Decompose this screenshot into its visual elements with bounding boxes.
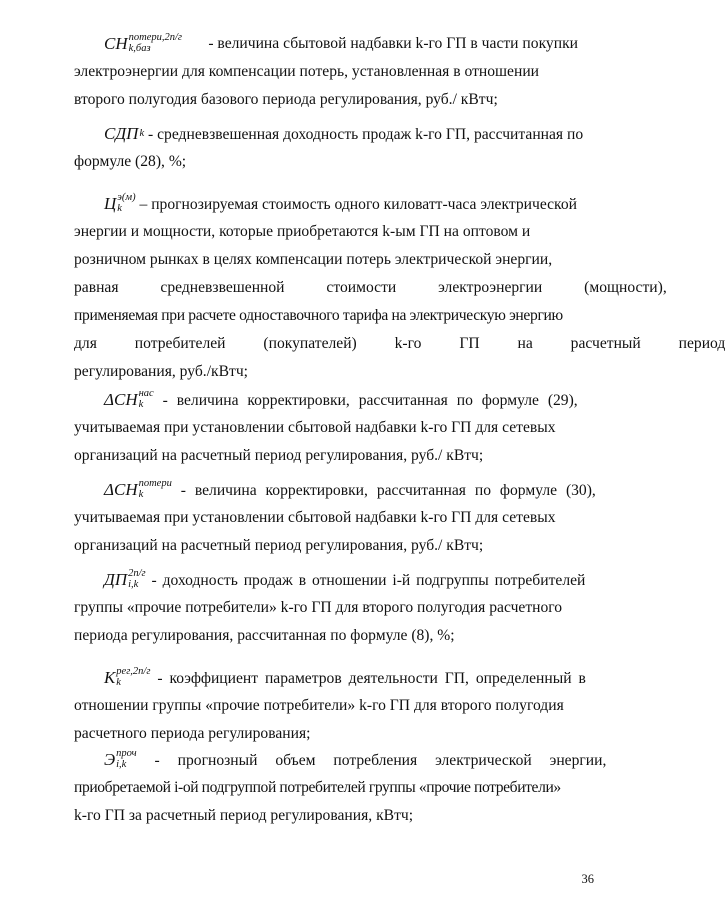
- text-line: для потребителей (покупателей) k-го ГП на расчетный период: [74, 335, 725, 352]
- formula-symbol: СДП k: [104, 124, 145, 143]
- text-line: регулирования, руб./кВтч;: [74, 363, 248, 380]
- text-line: применяемая при расчете одноставочного тарифа на электрическую энергию: [74, 307, 563, 324]
- formula-symbol: ДП 2п/г i,k: [104, 568, 146, 591]
- definition-paragraph: [74, 386, 578, 470]
- text-line: - доходность продаж в отношении i-й подгруппы потребителей: [151, 572, 586, 589]
- definition-paragraph: [74, 566, 586, 650]
- text-line: - коэффициент параметров деятельности ГП, определенный в: [157, 670, 586, 687]
- definition-paragraph: [74, 30, 578, 114]
- text-line: учитываемая при установлении сбытовой надбавки k-го ГП для сетевых: [74, 419, 556, 436]
- definition-paragraph: [74, 664, 586, 748]
- text-line: k-го ГП за расчетный период регулирования, кВтч;: [74, 807, 414, 824]
- text-line: - величина сбытовой надбавки k-го ГП в части покупки: [208, 35, 578, 52]
- formula-symbol: Ц э(м) k: [104, 192, 136, 215]
- definition-paragraph: [74, 190, 725, 386]
- formula-symbol: Э проч i,k: [104, 748, 137, 771]
- text-line: электроэнергии для компенсации потерь, установленная в отношении: [74, 63, 540, 80]
- text-line: формуле (28), %;: [74, 153, 187, 170]
- text-line: периода регулирования, рассчитанная по формуле (8), %;: [74, 627, 455, 644]
- text-line: равная средневзвешенной стоимости электроэнергии (мощности),: [74, 279, 667, 296]
- text-line: учитываемая при установлении сбытовой надбавки k-го ГП для сетевых: [74, 509, 556, 526]
- text-line: розничном рынках в целях компенсации потерь электрической энергии,: [74, 251, 553, 268]
- text-line: энергии и мощности, которые приобретаются k-ым ГП на оптовом и: [74, 223, 531, 240]
- formula-symbol: СН потери,2п/г k,баз: [104, 32, 183, 55]
- text-line: - средневзвешенная доходность продаж k-го ГП, рассчитанная по: [148, 126, 584, 143]
- formula-symbol: ΔСН потери k: [104, 478, 172, 501]
- text-line: - величина корректировки, рассчитанная по формуле (29),: [162, 392, 578, 409]
- formula-symbol: ΔСН нас k: [104, 388, 154, 411]
- text-line: организаций на расчетный период регулирования, руб./ кВтч;: [74, 537, 484, 554]
- text-line: второго полугодия базового периода регулирования, руб./ кВтч;: [74, 91, 498, 108]
- text-line: - величина корректировки, рассчитанная по формуле (30),: [180, 482, 596, 499]
- definition-paragraph: [74, 120, 584, 176]
- page-number: 36: [581, 872, 594, 886]
- formula-symbol: К рег,2п/г k: [104, 666, 151, 689]
- text-line: расчетного периода регулирования;: [74, 725, 311, 742]
- text-line: группы «прочие потребители» k-го ГП для второго полугодия расчетного: [74, 599, 563, 616]
- text-line: - прогнозный объем потребления электрической энергии,: [154, 752, 607, 769]
- text-line: приобретаемой i-ой подгруппой потребителей группы «прочие потребители»: [74, 779, 561, 796]
- text-line: – прогнозируемая стоимость одного киловатт-часа электрической: [139, 196, 577, 213]
- text-line: организаций на расчетный период регулирования, руб./ кВтч;: [74, 447, 484, 464]
- definition-paragraph: [74, 476, 596, 560]
- definition-paragraph: [74, 746, 607, 830]
- text-line: отношении группы «прочие потребители» k-го ГП для второго полугодия: [74, 697, 564, 714]
